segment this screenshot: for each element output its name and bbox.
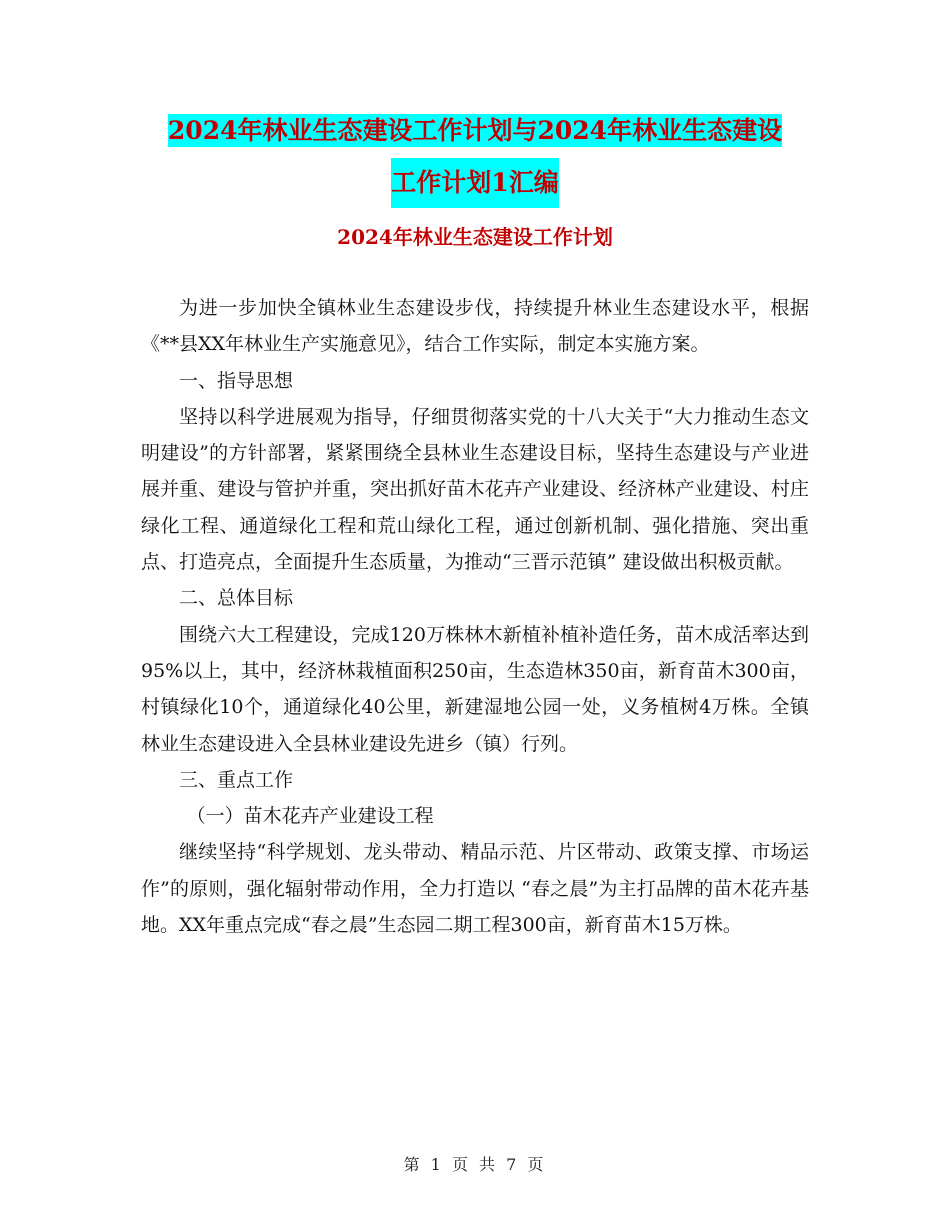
heading-key-work: 三、重点工作 — [179, 768, 294, 791]
paragraph-guiding-ideology: 坚持以科学进展观为指导，仔细贯彻落实党的十八大关于“大力推动生态文明建设”的方针部署，紧紧围绕全县林业生态建设目标，坚持生态建设与产业进展并重、建设与管护并重，突出抓好苗木花卉产业建设、经济林产业建设、村庄绿化工程、通道绿化工程和荒山绿化工程，通过创新机制、强化措施、突出重点、打造亮点，全面提升生态质量，为推动“三晋示范镇” 建设做出积极贡献。 — [141, 405, 809, 574]
paragraph-nursery-project: 继续坚持“科学规划、龙头带动、精品示范、片区带动、政策支撑、市场运作”的原则，强化辐射带动作用，全力打造以 “春之晨”为主打品牌的苗木花卉基地。XX年重点完成“春之晨”生态园二期工程300亩，新育苗木15万株。 — [141, 841, 809, 937]
heading-overall-goals: 二、总体目标 — [179, 587, 294, 610]
page-footer: 第 1 页 共 7 页 — [403, 1155, 547, 1174]
intro-paragraph: 为进一步加快全镇林业生态建设步伐，持续提升林业生态建设水平，根据《**县XX年林业生产实施意见》，结合工作实际，制定本实施方案。 — [141, 297, 809, 356]
subheading-nursery-project: （一）苗木花卉产业建设工程 — [186, 805, 434, 828]
paragraph-overall-goals: 围绕六大工程建设，完成120万株林木新植补植补造任务，苗木成活率达到95%以上，其中，经济林栽植面积250亩，生态造林350亩，新育苗木300亩，村镇绿化10个，通道绿化40公里，新建湿地公园一处，义务植树4万株。全镇林业生态建设进入全县林业建设先进乡（镇）行列。 — [141, 623, 809, 755]
heading-guiding-ideology: 一、指导思想 — [179, 369, 294, 392]
title-line-1: 2024年林业生态建设工作计划与2024年林业生态建设 — [167, 116, 783, 145]
document-title — [0, 108, 950, 208]
title-line-2: 工作计划1汇编 — [391, 158, 558, 208]
section-title: 2024年林业生态建设工作计划 — [337, 225, 613, 249]
body-text — [141, 290, 809, 943]
